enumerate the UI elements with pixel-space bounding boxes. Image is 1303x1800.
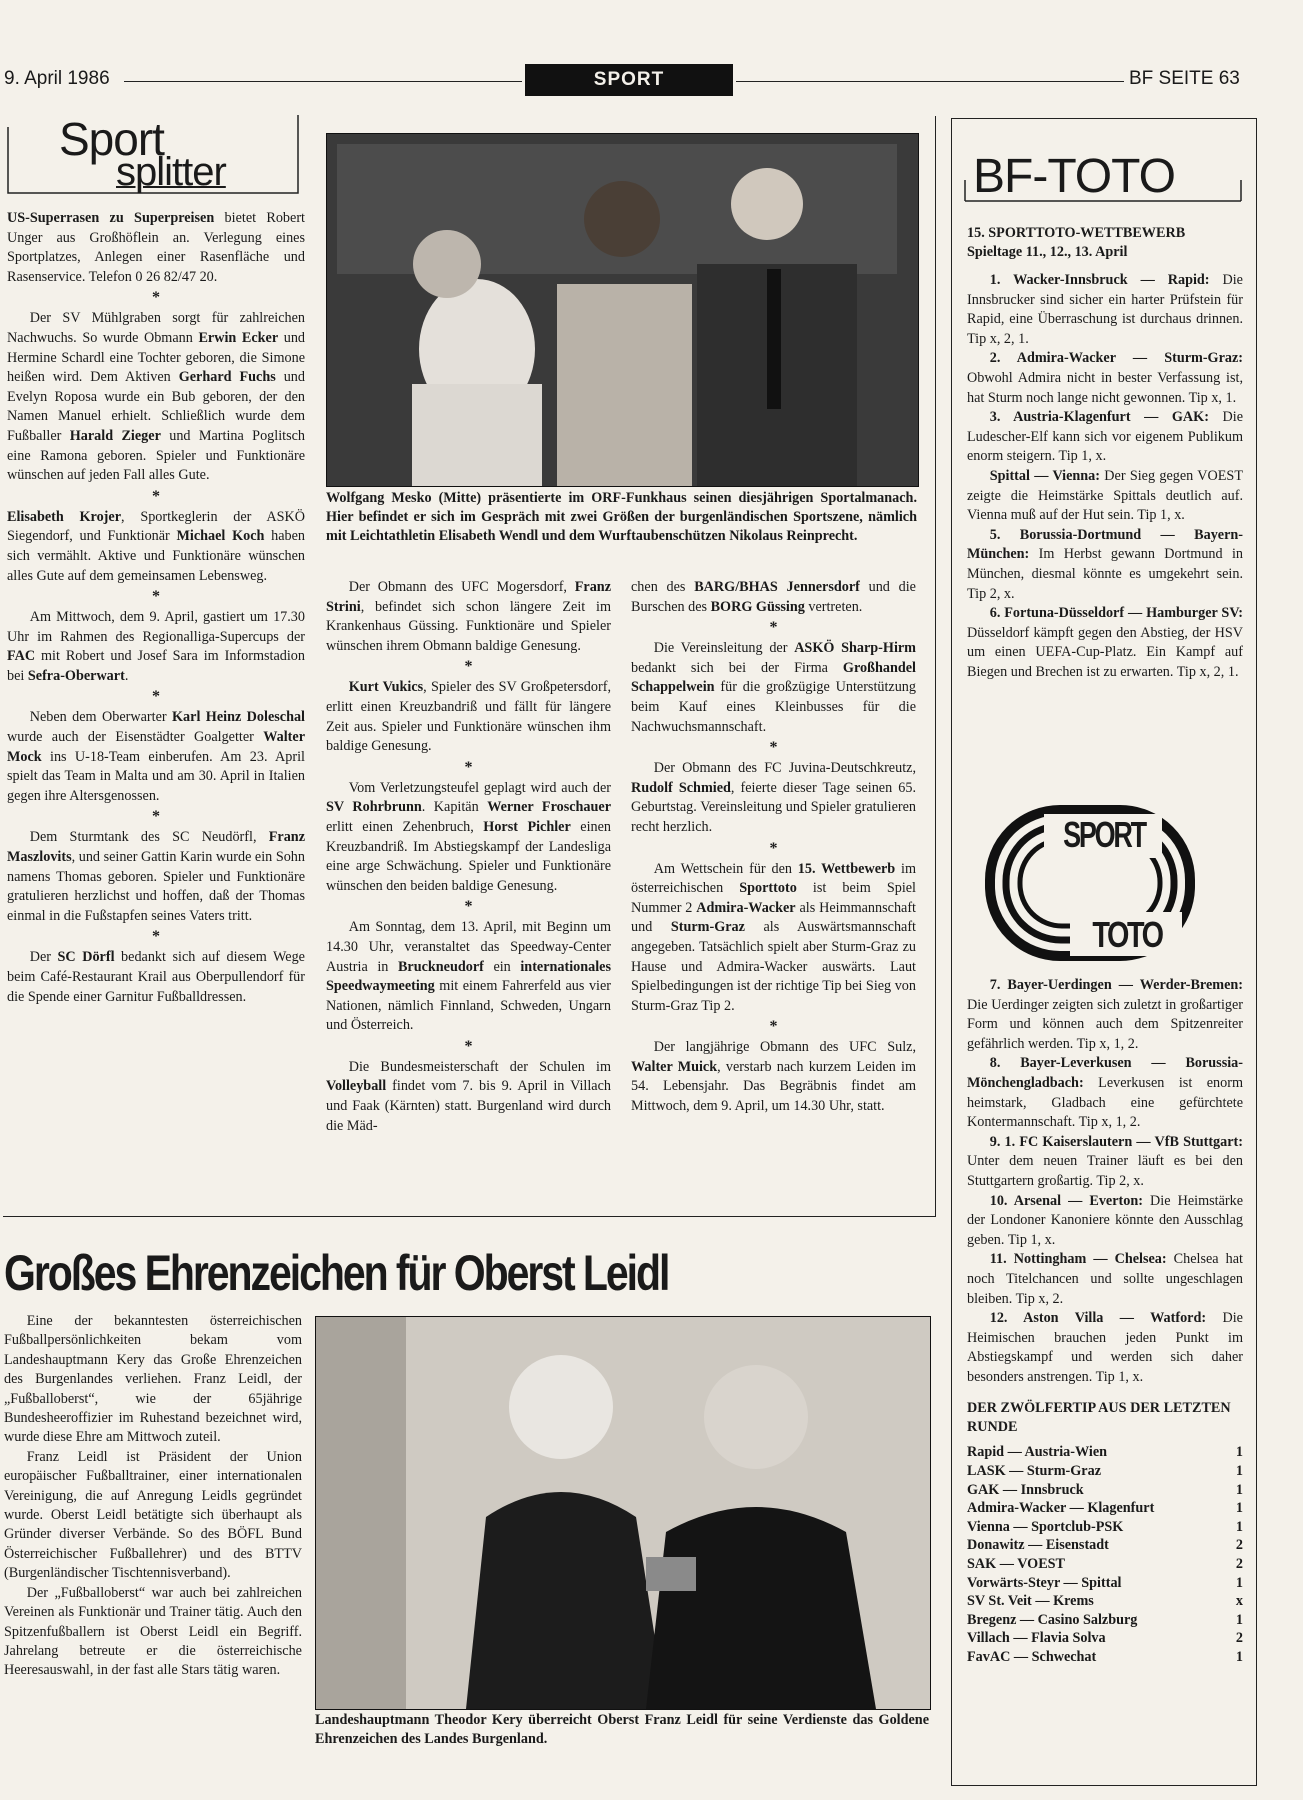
results-row [967,1443,1243,1462]
col3-item-1: chen des BARG/BHAS Jennersdorf und die Burschen des BORG Güssing vertreten. [631,579,916,615]
results-tip: 1 [1235,1518,1243,1535]
sportsplitter-logo [6,115,302,195]
badge-sport-text: SPORT [1063,814,1145,855]
photo2-caption: Landeshauptmann Theodor Kery überreicht Oberst Franz Leidl für seine Verdienste das Goldene Ehrenzeichen des Landes Burgenland. [315,1712,929,1747]
toto-match-2: 2. Admira-Wacker — Sturm-Graz: Obwohl Admira nicht in bester Verfassung ist, hat Sturm noch lange nicht gewonnen. Tip x, 1. [967,350,1243,406]
splitter-item-6: Dem Sturmtank des SC Neudörfl, Franz Maszlovits, und seiner Gattin Karin wurde ein Sohn namens Thomas geboren. Spieler und Funktionäre gratulieren herzlichst und hoffen, daß der Thomas einmal in die Fußstapfen seines Vaters tritt. [7,829,305,924]
separator-star: * [152,588,160,606]
section-label: SPORT [525,64,733,96]
separator-star: * [152,688,160,706]
toto-match-9: 9. 1. FC Kaiserslautern — VfB Stuttgart: Unter dem neuen Trainer läuft es bei den Stuttgartern großartig. Tip 2, x. [967,1133,1243,1189]
toto-match-7: 7. Bayer-Uerdingen — Werder-Bremen: Die Uerdinger zeigten sich zuletzt in großartiger Form und können auch dem Spitzenreiter gefährlich werden. Tip x, 1, 2. [967,977,1243,1052]
results-row [967,1611,1243,1630]
results-match: GAK — Innsbruck [967,1481,1084,1498]
col3-item-5: Der langjährige Obmann des UFC Sulz, Walter Muick, verstarb nach kurzem Leiden im 54. Lebensjahr. Das Begräbnis findet am Mittwoch, dem 9. April, um 14.30 Uhr, statt. [631,1039,916,1115]
badge-toto-text: TOTO [1092,914,1162,955]
toto-match-8: 8. Bayer-Leverkusen — Borussia-Mönchengladbach: Leverkusen ist enorm heimstark, Gladbach eine gefürchtete Kontermannschaft. Tip x, 1, 2. [967,1055,1243,1131]
separator-star: * [769,619,778,637]
header-rule-left [124,81,522,82]
photo-leidl-award [315,1316,931,1710]
results-row [967,1518,1243,1537]
separator-star: * [769,739,778,757]
col3-item-3: Der Obmann des FC Juvina-Deutschkreutz, Rudolf Schmied, feierte dieser Tage seinen 65. Geburtstag. Vereinsleitung und Spieler gratulieren recht herzlich. [631,760,916,835]
results-tip: 2 [1235,1556,1243,1573]
toto-match-4: Spittal — Vienna: Der Sieg gegen VOEST zeigte die Heimstärke Spittals deutlich auf. Vienna muß auf der Hut sein. Tip 1, x. [967,467,1243,524]
separator-star: * [152,487,160,505]
results-table [967,1443,1243,1666]
leidl-paragraph-2: Franz Leidl ist Präsident der Union europäischer Fußballtrainer, einer internationalen Vereinigung, die auf Anregung Leidls gegründet wurde. Oberst Leidl betätigte sich überhaupt als Gründer diverser Verbände. So des BÖFL Bund Österreichischer Fußballehrer) und des BTTV (Burgenländischer Tischtennisverband). [4,1448,302,1582]
splitter-item-5: Neben dem Oberwarter Karl Heinz Doleschal wurde auch der Eisenstädter Goalgetter Walter Mock ins U-18-Team einberufen. Am 23. April spielt das Team in Malta und am 30. April in Italien gegen ihre Altersgenossen. [7,709,305,804]
col2-item-2: Kurt Vukics, Spieler des SV Großpetersdorf, erlitt einen Kreuzbandriß und fällt für längere Zeit aus. Spieler und Funktionäre wünschen ihm baldige Genesung. [326,679,611,755]
results-match: Villach — Flavia Solva [967,1630,1106,1647]
toto-match-1: 1. Wacker-Innsbruck — Rapid: Die Innsbrucker sind sicher ein harter Prüfstein für Rapid, eine Überraschung ist durchaus drinnen. Tip x, 2, 1. [967,272,1243,347]
results-tip: 1 [1235,1500,1243,1517]
photo-silhouettes [327,134,918,486]
toto-column-top [967,224,1243,682]
photo1-caption: Wolfgang Mesko (Mitte) präsentierte im ORF-Funkhaus seinen diesjährigen Sportalmanach. Hier befindet er sich im Gespräch mit zwei Größen der burgenländischen Sportszene, nämlich mit Leichtathletin Elisabeth Wendl und dem Wurftaubenschützen Nikolaus Reinprecht. [326,490,917,544]
leidl-headline: Großes Ehrenzeichen für Oberst Leidl [4,1245,669,1301]
results-match: Admira-Wacker — Klagenfurt [967,1500,1155,1517]
separator-star: * [464,758,473,776]
toto-match-11: 11. Nottingham — Chelsea: Chelsea hat noch Titelchancen und sollte ungeschlagen bleiben. Tip x, 2. [967,1251,1243,1307]
logo-splitter: splitter [116,150,226,194]
results-match: Bregenz — Casino Salzburg [967,1611,1138,1628]
results-tip: 1 [1235,1444,1243,1461]
results-match: Vorwärts-Steyr — Spittal [967,1574,1122,1591]
toto-logo-underline [951,150,1257,206]
column-2 [326,578,611,1136]
results-match: Donawitz — Eisenstadt [967,1537,1109,1554]
separator-star: * [152,808,160,826]
header-rule-right [736,81,1124,82]
col2-item-3: Vom Verletzungsteufel geplagt wird auch der SV Rohrbrunn. Kapitän Werner Froschauer erlitt einen Zehenbruch, Horst Pichler einen Kreuzbandriß. Im Abstiegskampf der Landesliga eine arge Schwächung. Spieler und Funktionäre wünschen den beiden baldige Genesung. [326,779,611,894]
toto-match-5: 5. Borussia-Dortmund — Bayern-München: Im Herbst gewann Dortmund in München, diesmal könnte es umgekehrt sein. Tip 2, x. [967,526,1243,602]
separator-star: * [464,898,473,916]
results-row [967,1499,1243,1518]
results-row [967,1481,1243,1500]
separator-star: * [769,839,778,857]
results-match: LASK — Sturm-Graz [967,1463,1101,1480]
toto-heading-1: 15. SPORTTOTO-WETTBEWERB [967,225,1186,241]
results-row [967,1462,1243,1481]
results-tip: 1 [1235,1611,1243,1628]
splitter-item-7: Der SC Dörfl bedankt sich auf diesem Wege beim Café-Restaurant Krail aus Oberpullendorf für die Spende einer Garnitur Fußballdressen. [7,949,305,1005]
results-tip: 1 [1235,1463,1243,1480]
column-3 [631,578,916,1117]
page-number: BF SEITE 63 [1129,68,1240,89]
results-match: FavAC — Schwechat [967,1649,1097,1665]
toto-match-10: 10. Arsenal — Everton: Die Heimstärke der Londoner Kanoniere könnte den Ausschlag geben. Tip 1, x. [967,1192,1243,1248]
splitter-item-1: US-Superrasen zu Superpreisen bietet Robert Unger aus Großhöflein an. Verlegung eines Sportplatzes, Anlegen einer Rasenfläche und Rasenservice. Telefon 0 26 82/47 20. [7,210,305,285]
results-tip: 2 [1235,1630,1243,1647]
results-row [967,1536,1243,1555]
splitter-item-4: Am Mittwoch, dem 9. April, gastiert um 17.30 Uhr im Rahmen des Regionalliga-Supercups der FAC mit Robert und Josef Sara im Informstadion bei Sefra-Oberwart. [7,609,305,684]
separator-star: * [152,928,160,946]
photo-silhouettes [316,1317,930,1709]
results-row [967,1555,1243,1574]
results-tip: 1 [1235,1574,1243,1591]
results-match: Vienna — Sportclub-PSK [967,1518,1124,1535]
leidl-paragraph-3: Der „Fußballoberst“ war auch bei zahlreichen Vereinen als Funktionär und Trainer tätig. Auch den Spitzenfußballern ist Oberst Leidl ein Begriff. Jahrelang betreute er die österreichische Heeresauswahl, in der fast alle Stars tätig waren. [4,1584,302,1679]
photo-mesko-presentation [326,133,919,487]
toto-match-6: 6. Fortuna-Düsseldorf — Hamburger SV: Düsseldorf kämpft gegen den Abstieg, der HSV um einen UEFA-Cup-Platz. Ein Kampf auf Biegen und Brechen ist zu erwarten. Tip x, 2, 1. [967,605,1243,680]
splitter-column [7,209,305,1007]
toto-logo-text: BF-TOTO [973,150,1175,203]
results-tip: 1 [1235,1481,1243,1498]
results-match: SAK — VOEST [967,1556,1066,1573]
results-match: SV St. Veit — Krems [967,1593,1094,1610]
toto-match-12: 12. Aston Villa — Watford: Die Heimischen brauchen jeden Punkt im Abstiegskampf und werden sich daher besonders anstrengen. Tip 1, x. [967,1310,1243,1385]
toto-column-bottom [967,976,1243,1667]
splitter-item-2: Der SV Mühlgraben sorgt für zahlreichen Nachwuchs. So wurde Obmann Erwin Ecker und Hermine Schardl eine Tochter geboren, die Simone heißen wird. Dem Aktiven Gerhard Fuchs und Evelyn Roposa wurde ein Bub geboren, der den Namen Manuel erhielt. Schließlich wurde dem Fußballer Harald Zieger und Martina Poglitsch eine Ramona geboren. Spieler und Funktionäre wünschen auf jeden Fall alles Gute. [7,310,306,484]
col3-item-2: Die Vereinsleitung der ASKÖ Sharp-Hirm bedankt sich bei der Firma Großhandel Schappelwein für die großzügige Unterstützung beim Kauf eines Kleinbusses für die Nachwuchsmannschaft. [631,640,916,735]
splitter-item-3: Elisabeth Krojer, Sportkeglerin der ASKÖ Siegendorf, und Funktionär Michael Koch haben sich vermählt. Aktive und Funktionäre wünschen alles Gute auf dem gemeinsamen Lebensweg. [7,508,305,584]
results-row [967,1648,1243,1667]
toto-heading-2: Spieltage 11., 12., 13. April [967,244,1128,260]
sport-toto-badge [984,804,1196,962]
results-row [967,1592,1243,1611]
col2-item-5: Die Bundesmeisterschaft der Schulen im Volleyball findet vom 7. bis 9. April in Villach und Faak (Kärnten) statt. Burgenland wird durch die Mäd- [326,1058,611,1134]
col2-item-4: Am Sonntag, dem 13. April, mit Beginn um 14.30 Uhr, veranstaltet das Speedway-Center Austria in Bruckneudorf ein internationales Speedwaymeeting mit einem Fahrerfeld aus vier Nationen, nämlich Finnland, Schweden, Ungarn und Österreich. [326,919,611,1034]
issue-date: 9. April 1986 [4,68,110,89]
toto-match-3: 3. Austria-Klagenfurt — GAK: Die Ludescher-Elf kann sich vor eigenem Publikum enorm steigern. Tip 1, x. [967,409,1243,465]
separator-star: * [152,289,160,307]
results-heading: DER ZWÖLFERTIP AUS DER LETZTEN RUNDE [967,1400,1231,1436]
col3-item-4: Am Wettschein für den 15. Wettbewerb im österreichischen Sporttoto ist beim Spiel Nummer 2 Admira-Wacker als Heimmannschaft und Sturm-Graz als Auswärtsmannschaft angegeben. Tatsächlich spielt aber Sturm-Graz zu Hause und Admira-Wacker auswärts. Laut Spielbedingungen ist der richtige Tip bei Sieg von Sturm-Graz Tip 2. [631,860,917,1014]
leidl-paragraph-1: Eine der bekanntesten österreichischen Fußballpersönlichkeiten bekam vom Landeshauptmann Kery das Große Ehrenzeichen des Burgenlandes verliehen. Franz Leidl, der „Fußballoberst“, wie der 65jährige Bundesheeroffizier im Ruhestand bezeichnet wird, wurde diese Ehre am Mittwoch zuteil. [4,1313,302,1446]
logo-sport: Sport [59,113,164,165]
col2-item-1: Der Obmann des UFC Mogersdorf, Franz Strini, befindet sich schon längere Zeit im Krankenhaus Güssing. Funktionäre und Spieler wünschen ihrem Obmann baldige Genesung. [326,579,611,654]
leidl-article-text [4,1312,302,1681]
results-tip: 1 [1235,1649,1243,1665]
results-row [967,1574,1243,1593]
results-tip: 2 [1235,1537,1243,1554]
results-row [967,1629,1243,1648]
separator-star: * [464,658,473,676]
results-match: Rapid — Austria-Wien [967,1444,1108,1461]
results-tip: x [1235,1593,1243,1610]
separator-star: * [769,1018,778,1036]
separator-star: * [464,1037,473,1055]
toto-logo [951,150,1257,206]
